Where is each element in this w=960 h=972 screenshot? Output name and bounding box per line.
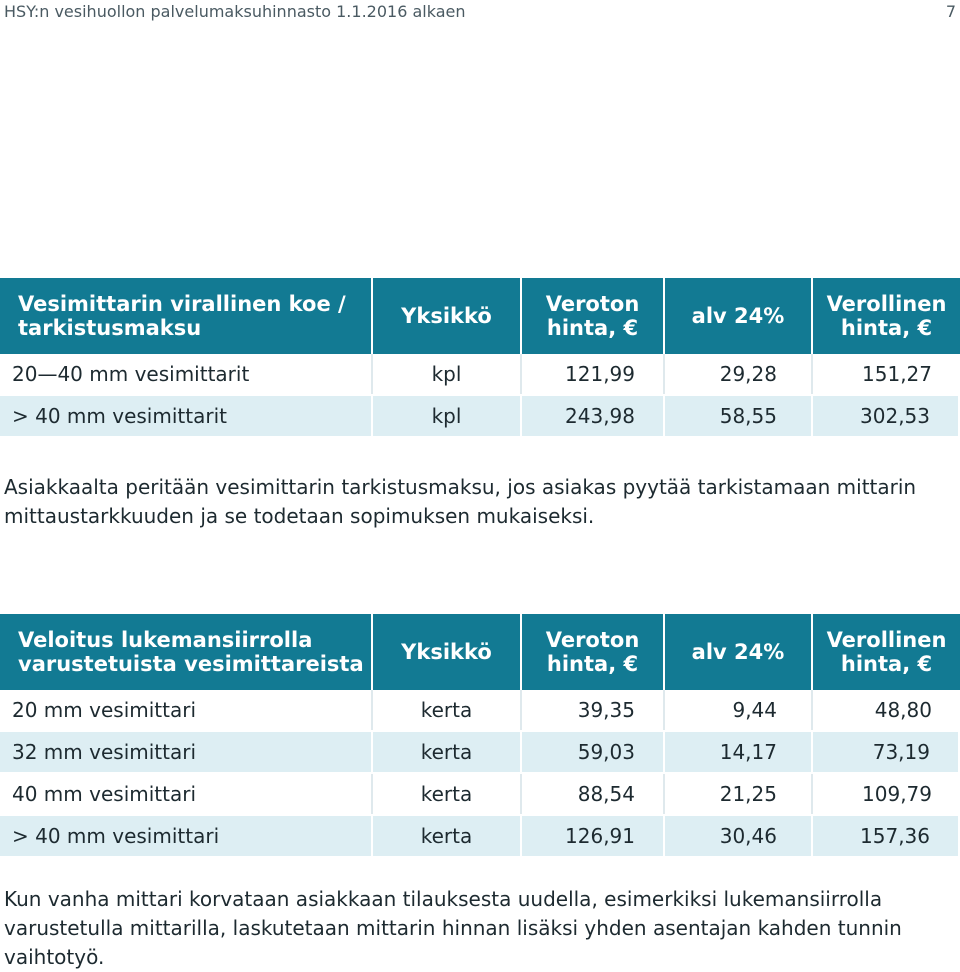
row-vat: 30,46	[665, 816, 813, 856]
row-net-price: 243,98	[522, 396, 665, 436]
row-gross-price: 48,80	[874, 698, 932, 722]
table-row	[0, 396, 960, 438]
row-unit: kerta	[373, 690, 522, 730]
inspection-fee-note: Asiakkaalta peritään vesimittarin tarkistusmaksu, jos asiakas pyytää tarkistamaan mittarin mittaustarkkuuden ja se todetaan sopimuksen mukaiseksi.	[4, 475, 917, 528]
page-header	[0, 0, 960, 32]
row-label: > 40 mm vesimittarit	[0, 396, 373, 436]
meter-inspection-fee-table	[0, 278, 960, 438]
row-gross-price: 109,79	[862, 782, 932, 806]
row-unit: kerta	[373, 732, 522, 772]
row-unit: kpl	[373, 396, 522, 436]
row-unit: kpl	[373, 354, 522, 394]
row-vat: 29,28	[665, 354, 813, 394]
table-row	[0, 774, 960, 816]
column-header-gross-price: Verollinen hinta, €	[813, 278, 960, 354]
meter-replacement-note: Kun vanha mittari korvataan asiakkaan tilauksesta uudella, esimerkiksi lukemansiirrolla varustetulla mittarilla, laskutetaan mittarin hinnan lisäksi yhden asentajan kahden tunnin vaihtotyö.	[4, 887, 902, 969]
column-header-net-price: Veroton hinta, €	[522, 614, 665, 690]
row-net-price: 88,54	[522, 774, 665, 814]
row-vat: 21,25	[665, 774, 813, 814]
table-row	[0, 816, 960, 858]
column-header-description: Vesimittarin virallinen koe / tarkistusmaksu	[0, 278, 373, 354]
row-gross-price: 302,53	[813, 396, 960, 436]
row-net-price: 121,99	[522, 354, 665, 394]
row-net-price: 126,91	[522, 816, 665, 856]
column-header-unit: Yksikkö	[373, 614, 522, 690]
row-gross-price: 73,19	[813, 732, 960, 772]
row-net-price: 39,35	[522, 690, 665, 730]
row-label: 40 mm vesimittari	[0, 774, 373, 814]
row-gross-price: 157,36	[813, 816, 960, 856]
remote-reading-meter-fee-table	[0, 614, 960, 858]
document-title: HSY:n vesihuollon palvelumaksuhinnasto 1.1.2016 alkaen	[4, 2, 466, 21]
row-vat: 58,55	[665, 396, 813, 436]
row-unit: kerta	[373, 816, 522, 856]
row-net-price: 59,03	[522, 732, 665, 772]
table-row	[0, 354, 960, 396]
table-row	[0, 690, 960, 732]
column-header-vat: alv 24%	[665, 614, 813, 690]
row-gross-price: 151,27	[862, 362, 932, 386]
row-unit: kerta	[373, 774, 522, 814]
row-label: 20 mm vesimittari	[0, 690, 373, 730]
table-row	[0, 732, 960, 774]
column-header-vat: alv 24%	[665, 278, 813, 354]
table-header	[0, 278, 960, 354]
row-label: 20—40 mm vesimittarit	[0, 354, 373, 394]
column-header-description: Veloitus lukemansiirrolla varustetuista vesimittareista	[0, 614, 373, 690]
page-number: 7	[945, 2, 956, 21]
column-header-unit: Yksikkö	[373, 278, 522, 354]
row-label: 32 mm vesimittari	[0, 732, 373, 772]
row-vat: 14,17	[665, 732, 813, 772]
column-header-net-price: Veroton hinta, €	[522, 278, 665, 354]
row-vat: 9,44	[665, 690, 813, 730]
row-label: > 40 mm vesimittari	[0, 816, 373, 856]
table-header	[0, 614, 960, 690]
column-header-gross-price: Verollinen hinta, €	[813, 614, 960, 690]
